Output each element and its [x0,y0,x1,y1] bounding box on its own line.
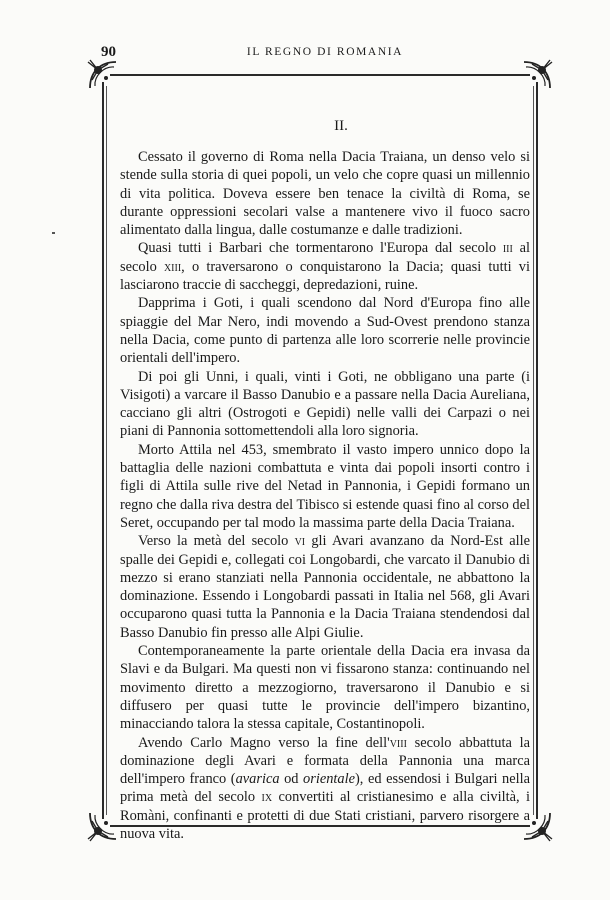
corner-ornament-icon [86,58,120,92]
paragraph: Contemporaneamente la parte orientale della Dacia era invasa da Slavi e da Bulgari. Ma questi non vi fissarono stanza: continuando nel movimento diretto a mezzogiorno, traversarono il Danubio e si diffusero per quasi tutte le provincie dell'impero bizantino, minacciando talora la stessa capitale, Costantinopoli. [120,643,530,733]
paragraph: Dapprima i Goti, i quali scendono dal Nord d'Europa fino alle spiaggie del Mar Nero, indi movendo a Sud-Ovest prendono stanza nella Dacia, come punto di partenza alle loro scorrerie nelle provincie orientali dell'impero. [120,295,530,367]
body-text [120,148,530,843]
corner-ornament-icon [86,809,120,843]
margin-mark [52,232,55,234]
page-number: 90 [101,44,116,60]
paragraph: Morto Attila nel 453, smembrato il vasto impero unnico dopo la battaglia delle nazioni combattuta e vinta dai popoli insorti contro i figli di Attila sulle rive del Netad in Pannonia, i Gepidi formano un regno che dalla riva destra del Tibisco si estende quasi fino al corso del Seret, occupando per tal modo la massima parte della Dacia Traiana. [120,441,530,531]
paragraph: Di poi gli Unni, i quali, vinti i Goti, ne obbligano una parte (i Visigoti) a varcare il Basso Danubio e a passare nella Dacia Aureliana, cacciano gli altri (Ostrogoti e Gepidi) nelle valli dei Carpazi o nei piani di Pannonia sottomettendoli alla loro signoria. [120,368,530,440]
paragraph: Quasi tutti i Barbari che tormentarono l'Europa dal secolo iii al secolo xiii, o traversarono o conquistarono la Dacia; quasi tutti vi lasciarono traccie di saccheggi, depredazioni, ruine. [120,240,531,294]
corner-ornament-icon [520,58,554,92]
paragraph: Cessato il governo di Roma nella Dacia Traiana, un denso velo si stende sulla storia di quei popoli, un velo che copre quasi un millennio di vita politica. Doveva essere ben tenace la civiltà di Roma, se durante oppressioni secolari valse a mantenere vivo il fuoco sacro alimentato dalla lingua, dalle costumanze e dalle tradizioni. [120,149,530,239]
frame-inner-right-rule [533,86,534,815]
frame-left-rule [102,82,104,819]
paragraph: Avendo Carlo Magno verso la fine dell'viii secolo abbattuta la dominazione degli Avari e formata della Pannonia una marca dell'impero franco (avarica od orientale), ed essendosi i Bulgari nella prima metà del secolo ix convertiti al cristianesimo e alla civiltà, i Romàni, confinanti e protetti di due Stati cristiani, parvero risorgere a nuova vita. [120,734,531,842]
running-title: IL REGNO DI ROMANIA [246,46,404,58]
section-number: II. [334,118,348,134]
frame-right-rule [536,82,538,819]
paragraph: Verso la metà del secolo vi gli Avari avanzano da Nord-Est alle spalle dei Gepidi e, collegati coi Longobardi, che varcato il Danubio di mezzo si erano stanziati nella Pannonia occidentale, ne abbattono la dominazione. Essendo i Longobardi passati in Italia nel 568, gli Avari occuparono quasi tutta la Pannonia e la Dacia Traiana stendendosi dal Basso Danubio fin presso alle Alpi Giulie. [120,533,530,641]
frame-inner-left-rule [106,86,107,815]
frame-top-rule [110,74,530,76]
